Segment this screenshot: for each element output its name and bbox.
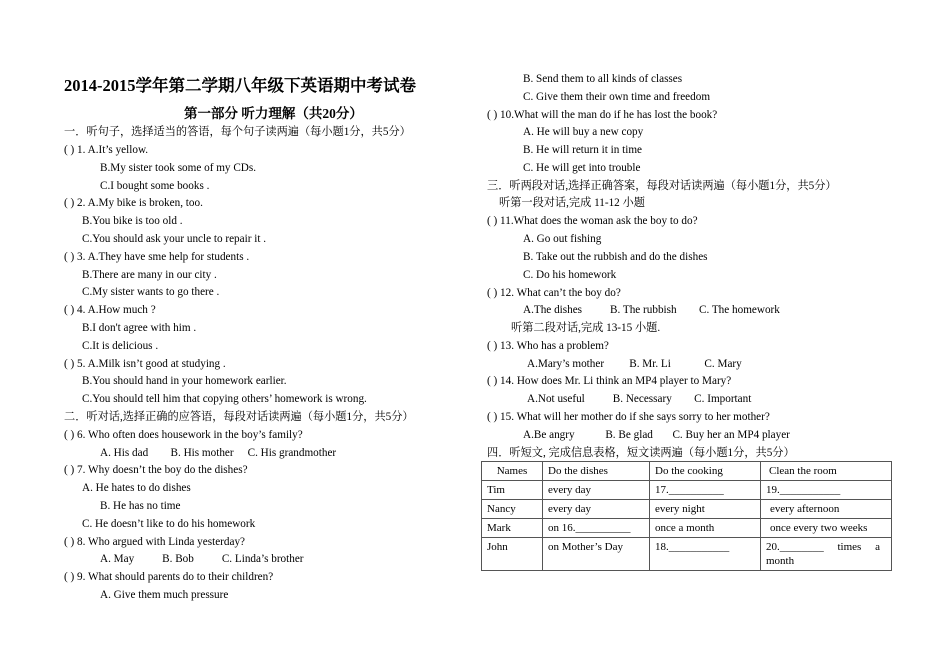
exam-title: 2014-2015学年第二学期八年级下英语期中考试卷 (64, 76, 416, 95)
cell-name: Mark (482, 519, 543, 538)
option-2c: C.You should ask your uncle to repair it . (82, 233, 267, 245)
options-8: A. May B. Bob C. Linda’s brother (100, 553, 304, 565)
option-11c: C. Do his homework (523, 269, 617, 281)
dialogue2-instruction: 听第二段对话,完成 13-15 小题. (511, 322, 661, 334)
cell-clean: 20.________ times a month (761, 538, 892, 571)
table-row (482, 519, 892, 538)
option-1b: B.My sister took some of my CDs. (100, 162, 257, 174)
cell-dishes: on Mother’s Day (543, 538, 650, 571)
option-2b: B.You bike is too old . (82, 215, 183, 227)
cell-name: John (482, 538, 543, 571)
question-8: ( ) 8. Who argued with Linda yesterday? (64, 536, 246, 548)
options-15: A.Be angry B. Be glad C. Buy her an MP4 player (523, 429, 790, 441)
table-header-row (482, 462, 892, 481)
option-3b: B.There are many in our city . (82, 269, 217, 281)
question-5: ( ) 5. A.Milk isn’t good at studying . (64, 358, 226, 370)
question-1: ( ) 1. A.It’s yellow. (64, 144, 149, 156)
cell-name: Tim (482, 481, 543, 500)
part1-title: 第一部分 听力理解（共20分） (184, 106, 363, 121)
cell-cooking: once a month (650, 519, 761, 538)
option-5c: C.You should tell him that copying others’ homework is wrong. (82, 393, 367, 405)
cell-cooking: 18.___________ (650, 538, 761, 571)
question-12: ( ) 12. What can’t the boy do? (487, 287, 621, 299)
cell-dishes: every day (543, 481, 650, 500)
option-7a: A. He hates to do dishes (82, 482, 191, 494)
option-9b: B. Send them to all kinds of classes (523, 73, 683, 85)
header-names: Names (482, 462, 543, 481)
section3-heading: 三．听两段对话,选择正确答案，每段对话读两遍（每小题1分，共5分） (487, 180, 837, 192)
option-11a: A. Go out fishing (523, 233, 602, 245)
option-4c: C.It is delicious . (82, 340, 159, 352)
cell-dishes: every day (543, 500, 650, 519)
table-row (482, 500, 892, 519)
option-4b: B.I don't agree with him . (82, 322, 197, 334)
cell-clean: once every two weeks (761, 519, 892, 538)
question-6: ( ) 6. Who often does housework in the boy’s family? (64, 429, 303, 441)
section1-heading: 一．听句子，选择适当的答语，每个句子读两遍（每小题1分，共5分） (64, 126, 411, 138)
question-14: ( ) 14. How does Mr. Li think an MP4 player to Mary? (487, 375, 732, 387)
option-9a: A. Give them much pressure (100, 589, 229, 601)
cell-dishes: on 16.__________ (543, 519, 650, 538)
option-7b: B. He has no time (100, 500, 181, 512)
cell-name: Nancy (482, 500, 543, 519)
dialogue1-instruction: 听第一段对话,完成 11-12 小题 (499, 197, 645, 209)
cell-cooking: every night (650, 500, 761, 519)
question-3: ( ) 3. A.They have sme help for students . (64, 251, 250, 263)
question-7: ( ) 7. Why doesn’t the boy do the dishes? (64, 464, 248, 476)
option-3c: C.My sister wants to go there . (82, 286, 220, 298)
table-row (482, 538, 892, 571)
option-11b: B. Take out the rubbish and do the dishes (523, 251, 708, 263)
option-9c: C. Give them their own time and freedom (523, 91, 711, 103)
question-15: ( ) 15. What will her mother do if she says sorry to her mother? (487, 411, 770, 423)
question-10: ( ) 10.What will the man do if he has lost the book? (487, 109, 718, 121)
question-9: ( ) 9. What should parents do to their children? (64, 571, 274, 583)
option-10a: A. He will buy a new copy (523, 126, 644, 138)
options-6: A. His dad B. His mother C. His grandmother (100, 447, 337, 459)
section4-heading: 四．听短文, 完成信息表格，短文读两遍（每小题1分，共5分） (487, 447, 795, 459)
option-10c: C. He will get into trouble (523, 162, 641, 174)
info-table (481, 461, 892, 571)
option-5b: B.You should hand in your homework earlier. (82, 375, 287, 387)
options-14: A.Not useful B. Necessary C. Important (527, 393, 752, 405)
options-13: A.Mary’s mother B. Mr. Li C. Mary (527, 358, 742, 370)
cell-clean: every afternoon (761, 500, 892, 519)
option-7c: C. He doesn’t like to do his homework (82, 518, 256, 530)
section2-heading: 二．听对话,选择正确的应答语，每段对话读两遍（每小题1分，共5分） (64, 411, 414, 423)
header-cooking: Do the cooking (650, 462, 761, 481)
question-13: ( ) 13. Who has a problem? (487, 340, 609, 352)
cell-clean: 19.___________ (761, 481, 892, 500)
header-clean: Clean the room (761, 462, 892, 481)
option-10b: B. He will return it in time (523, 144, 643, 156)
question-11: ( ) 11.What does the woman ask the boy to do? (487, 215, 698, 227)
options-12: A.The dishes B. The rubbish C. The homework (523, 304, 780, 316)
header-dishes: Do the dishes (543, 462, 650, 481)
cell-cooking: 17.__________ (650, 481, 761, 500)
table-row (482, 481, 892, 500)
question-4: ( ) 4. A.How much ? (64, 304, 156, 316)
question-2: ( ) 2. A.My bike is broken, too. (64, 197, 203, 209)
option-1c: C.I bought some books . (100, 180, 210, 192)
